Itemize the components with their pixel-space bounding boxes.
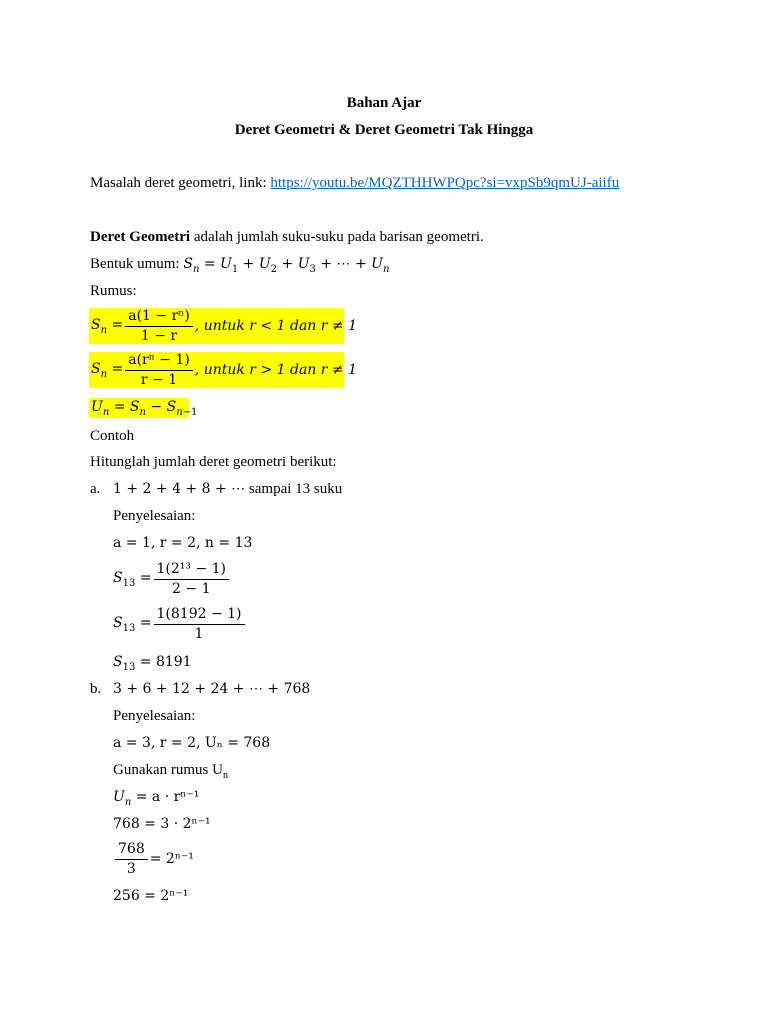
example-b-use-text: Gunakan rumus U [113,762,223,778]
general-form-equation: $S_n = U_1 + U_2 + U_3$ + ⋯ + $U_n$ [183,256,390,275]
example-a-params: a = 1, r = 2, n = 13 [113,535,253,551]
example-b-step-3-fraction [115,841,148,878]
general-form-label: Bentuk umum: [90,256,184,272]
example-b-params: a = 3, r = 2, Uₙ = 768 [113,735,271,751]
example-b-step-1-rhs: = a · rⁿ⁻¹ [135,789,200,805]
example-b-marker: b. [90,681,102,697]
example-b-step-3-numerator: 768 [115,841,148,860]
example-prompt: Hitunglah jumlah deret geometri berikut: [90,454,337,470]
intro-text: Masalah deret geometri, link: [90,175,271,191]
formula-2: $S_n$ = $\frac{\text{a(rⁿ − 1)}}{r - 1}$ , untuk r > 1 dan r ≠ 1 [91,351,357,388]
example-a-result-value: = 8191 [139,654,192,670]
definition-term: Deret Geometri [90,229,191,245]
example-b-step-4: 256 = 2ⁿ⁻¹ [113,888,189,904]
example-b-series: 3 + 6 + 12 + 24 + ⋯ + 768 [113,681,311,697]
video-link[interactable]: https://youtu.be/MQZTHHWPQpc?si=vxpSb9qmUJ-aiifu [270,175,620,191]
example-a-step-2-fraction [154,606,245,643]
example-a-step-2-denominator: 1 [194,625,204,642]
example-b-step-1: $U_n = a \cdot r^{n-1}$ [113,789,200,808]
example-b-step-2: 768 = 3 · 2ⁿ⁻¹ [113,816,211,832]
example-a-marker: a. [90,481,101,497]
example-a-step-1-numerator: 1(2¹³ − 1) [154,561,230,580]
example-b-use-formula [113,760,228,786]
definition-line [90,227,484,247]
general-form-line [90,254,389,280]
example-b-solution-label: Penyelesaian: [113,708,196,724]
document-title: Bahan Ajar [346,95,422,111]
example-b-step-3-rhs: = 2ⁿ⁻¹ [149,851,194,867]
intro-line [90,173,619,193]
example-a-step-2-numerator: 1(8192 − 1) [154,606,245,625]
example-a-suffix: sampai 13 suku [245,481,343,497]
formula-2-fraction [125,352,193,389]
rumus-label: Rumus: [90,283,137,299]
formula-1-condition: , untuk r < 1 dan r ≠ 1 [194,318,357,334]
formula-2-numerator: a(rⁿ − 1) [125,352,193,371]
formula-1-denominator: 1 − r [140,327,178,344]
example-a-result: $S_{13} = 8191$ [113,654,192,673]
formula-1-numerator: a(1 − rⁿ) [125,308,193,327]
example-b-use-subscript: n [222,770,228,781]
document-subtitle: Deret Geometri & Deret Geometri Tak Hingga [234,122,534,138]
example-a-question [113,479,342,499]
example-a-series: 1 + 2 + 4 + 8 + ⋯ [113,481,246,497]
example-a-step-1-fraction [154,561,230,598]
formula-2-denominator: r − 1 [140,371,178,388]
example-a-step-1-denominator: 2 − 1 [172,580,211,597]
formula-2-condition: , untuk r > 1 dan r ≠ 1 [194,362,357,378]
example-a-step-1: $S_{13}$ = $\frac{\text{1(2¹³ − 1)}}{2 - 1}$ [113,560,231,598]
example-a-step-2: $S_{13}$ = $\frac{1(8192 - 1)}{1}$ [113,605,247,643]
formula-1-fraction [125,308,193,345]
example-label: Contoh [90,428,135,444]
definition-text: adalah jumlah suku-suku pada barisan geometri. [190,229,484,245]
example-b-step-3 [113,840,194,878]
example-b-step-3-denominator: 3 [126,860,136,877]
formula-1: $S_n$ = $\frac{\text{a(1 − rⁿ)}}{1 - r}$ , untuk r < 1 dan r ≠ 1 [91,307,357,344]
example-a-solution-label: Penyelesaian: [113,508,196,524]
formula-3: $U_n = S_n - S_{n-1}$ [91,398,198,418]
